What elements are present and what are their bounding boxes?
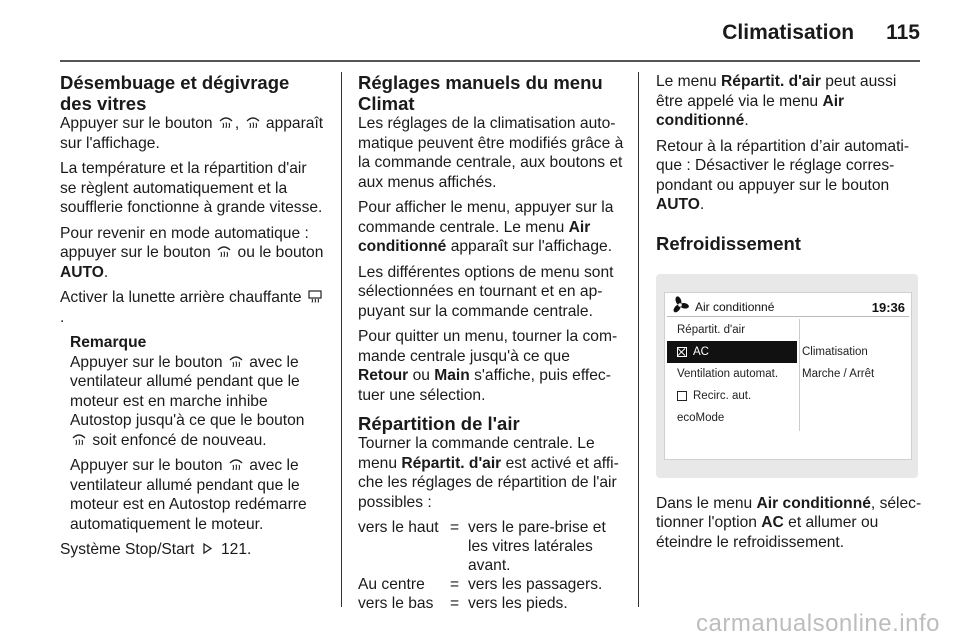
display-menu-label: Répartit. d'air xyxy=(677,323,746,336)
display-title: Air conditionné xyxy=(695,299,775,314)
column-divider xyxy=(638,72,639,607)
display-menu-label: AC xyxy=(693,345,709,358)
column-divider xyxy=(341,72,342,607)
heading-cooling: Refroidissement xyxy=(656,232,801,254)
front-defrost-icon xyxy=(229,355,243,368)
paragraph: Retour à la répartition d’air automatique : Désactiver le réglage correspondant ou appuyer sur le bouton AUTO. xyxy=(656,137,910,213)
front-defrost-icon xyxy=(219,116,233,129)
distribution-key: vers le bas xyxy=(358,595,434,612)
heading-air-distribution: Répartition de l'air xyxy=(358,413,520,434)
section-title: Climatisation xyxy=(722,21,855,44)
heading-defrost: Désembuage et dégivrage des vitres xyxy=(60,72,290,114)
paragraph: Appuyer sur le bouton , apparaît sur l'affichage. xyxy=(60,115,324,152)
checkbox-icon xyxy=(677,391,687,401)
paragraph: Pour revenir en mode automatique : appuyer sur le bouton ou le bouton AUTO. xyxy=(60,224,324,281)
note-paragraph: Appuyer sur le bouton avec le ventilateur allumé pendant que le moteur est en Autostop redémarre automatiquement le moteur. xyxy=(70,457,307,533)
distribution-key: Au centre xyxy=(358,576,425,593)
paragraph: Tourner la commande centrale. Le menu Répartit. d'air est activé et affiche les réglages de répartition de l'air possibles : xyxy=(358,435,619,511)
display-screen xyxy=(664,292,912,460)
display-menu xyxy=(667,319,797,429)
front-defrost-icon xyxy=(72,433,86,446)
display-menu-label: Recirc. aut. xyxy=(693,389,752,402)
distribution-val: vers le pare-brise et les vitres latérales avant. xyxy=(468,519,606,574)
display-screenshot xyxy=(656,274,918,478)
note-paragraph: Appuyer sur le bouton avec le ventilateur allumé pendant que le moteur est en marche inhibe Autostop jusqu'à ce que le bouton soit enfoncé de nouveau. xyxy=(70,353,305,449)
front-defrost-icon xyxy=(229,458,243,471)
display-clock: 19:36 xyxy=(871,299,905,315)
fan-icon xyxy=(671,296,689,314)
distribution-val: vers les passagers. xyxy=(468,576,603,593)
page-number: 115 xyxy=(886,21,920,44)
column-1 xyxy=(60,72,326,566)
cross-reference: Système Stop/Start 121. xyxy=(60,541,252,558)
display-submenu-item: Climatisation xyxy=(802,345,868,358)
display-menu-item[interactable] xyxy=(667,363,797,385)
paragraph: Dans le menu Air conditionné, sélectionner l'option AC et allumer ou éteindre le refroidissement. xyxy=(656,494,922,551)
distribution-eq: = xyxy=(450,595,460,612)
distribution-eq: = xyxy=(450,576,460,593)
rear-defrost-icon xyxy=(308,290,322,303)
page-header xyxy=(60,16,920,50)
distribution-eq: = xyxy=(450,519,460,536)
display-menu-label: Ventilation automat. xyxy=(677,367,779,380)
paragraph: Les différentes options de menu sont sélectionnées en tournant et en appuyant sur la commande centrale. xyxy=(358,263,614,320)
display-submenu-item: Marche / Arrêt xyxy=(802,367,875,380)
paragraph: La température et la répartition d'air se règlent automatiquement et la soufflerie fonctionne à grande vitesse. xyxy=(60,160,323,216)
distribution-val: vers les pieds. xyxy=(468,595,568,612)
front-defrost-icon xyxy=(217,245,231,258)
display-submenu xyxy=(799,319,910,431)
front-defrost-icon xyxy=(246,116,260,129)
distribution-key: vers le haut xyxy=(358,519,439,536)
display-menu-item[interactable] xyxy=(667,407,797,429)
paragraph: Pour quitter un menu, tourner la commande centrale jusqu'à ce que Retour ou Main s'affiche, puis effectuer une sélection. xyxy=(358,328,618,404)
display-menu-item[interactable] xyxy=(667,341,797,363)
column-2 xyxy=(358,72,624,613)
heading-manual-settings: Réglages manuels du menu Climat xyxy=(358,72,603,114)
column-3 xyxy=(656,72,924,558)
paragraph: Pour afficher le menu, appuyer sur la commande centrale. Le menu Air conditionné apparaît sur l'affichage. xyxy=(358,199,614,255)
display-menu-item[interactable] xyxy=(667,319,797,341)
paragraph: Le menu Répartit. d'air peut aussi être appelé via le menu Air conditionné. xyxy=(656,73,897,129)
display-menu-label: ecoMode xyxy=(677,411,725,424)
paragraph: Les réglages de la climatisation automatique peuvent être modifiés grâce à la commande centrale, aux boutons et aux menus affichés. xyxy=(358,115,624,191)
display-menu-item[interactable] xyxy=(667,385,797,407)
note-title: Remarque xyxy=(70,334,147,351)
arrow-ref-icon xyxy=(201,542,215,555)
header-rule xyxy=(60,60,920,62)
watermark: carmanualsonline.info xyxy=(696,610,940,637)
paragraph: Activer la lunette arrière chauffante . xyxy=(60,288,326,327)
note-box xyxy=(60,333,326,534)
display-divider xyxy=(667,316,909,317)
checkbox-checked-icon xyxy=(677,347,687,357)
distribution-table xyxy=(358,518,624,613)
